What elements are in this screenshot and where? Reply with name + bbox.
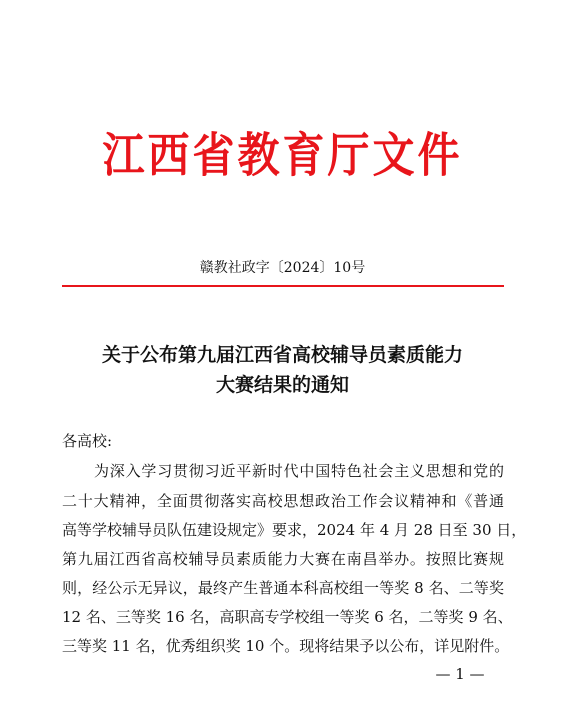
body-text-line: 12 名、三等奖 16 名，高职高专学校组一等奖 6 名，二等奖 9 名、 — [62, 608, 513, 626]
notice-title-line-2: 大赛结果的通知 — [215, 374, 349, 396]
document-number: 赣教社政字〔2024〕10号 — [199, 260, 366, 276]
notice-title-line-1: 关于公布第九届江西省高校辅导员素质能力 — [101, 344, 463, 366]
salutation: 各高校: — [62, 432, 113, 450]
body-text-line: 高等学校辅导员队伍建设规定》要求，2024 年 4 月 28 日至 30 日， — [62, 521, 527, 539]
body-text-line: 第九届江西省高校辅导员素质能力大赛在南昌举办。按照比赛规 — [62, 550, 504, 568]
document-header-title: 江西省教育厅文件 — [102, 128, 463, 183]
body-text-line: 三等奖 11 名，优秀组织奖 10 个。现将结果予以公布，详见附件。 — [62, 637, 510, 655]
red-divider-line — [62, 285, 504, 287]
body-text-line: 则，经公示无异议，最终产生普通本科高校组一等奖 8 名、二等奖 — [62, 579, 504, 597]
body-text-line: 二十大精神，全面贯彻落实高校思想政治工作会议精神和《普通 — [62, 492, 504, 510]
body-text-line: 为深入学习贯彻习近平新时代中国特色社会主义思想和党的 — [94, 462, 504, 480]
page-number: — 1 — — [435, 665, 485, 683]
